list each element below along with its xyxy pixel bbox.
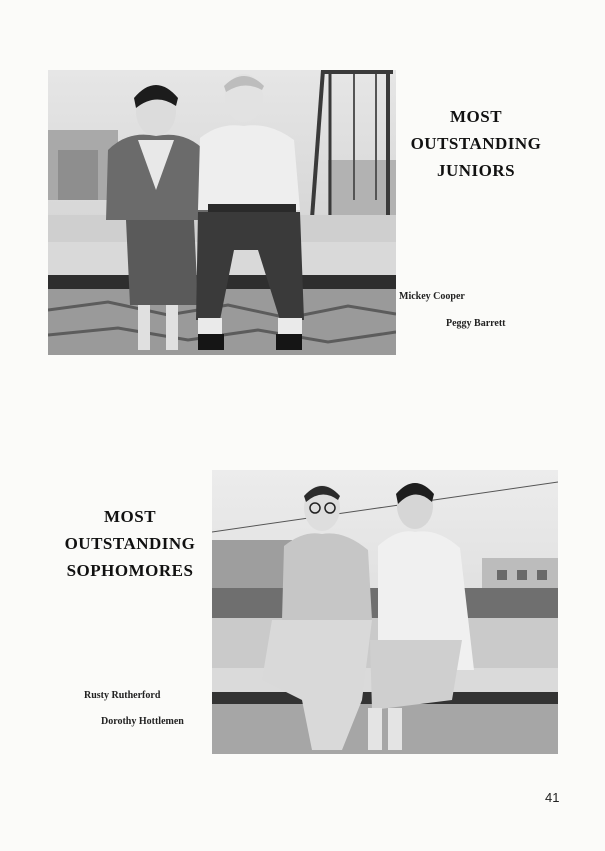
juniors-heading <box>396 103 556 184</box>
sophomores-photo <box>212 470 558 754</box>
juniors-heading-line: MOST <box>449 107 503 126</box>
page-number: 41 <box>545 790 560 805</box>
juniors-heading-line: OUTSTANDING <box>410 134 542 153</box>
juniors-heading-line: JUNIORS <box>436 161 516 180</box>
sophomores-heading <box>52 503 208 584</box>
sophomores-heading-line: OUTSTANDING <box>64 534 196 553</box>
sophomores-caption-left: Rusty Rutherford <box>84 690 161 701</box>
juniors-photo <box>48 70 396 355</box>
juniors-caption-right: Peggy Barrett <box>446 318 506 329</box>
juniors-caption-left: Mickey Cooper <box>399 291 465 302</box>
sophomores-caption-right: Dorothy Hottlemen <box>101 716 184 727</box>
sophomores-heading-line: MOST <box>103 507 157 526</box>
sophomores-heading-line: SOPHOMORES <box>66 561 194 580</box>
